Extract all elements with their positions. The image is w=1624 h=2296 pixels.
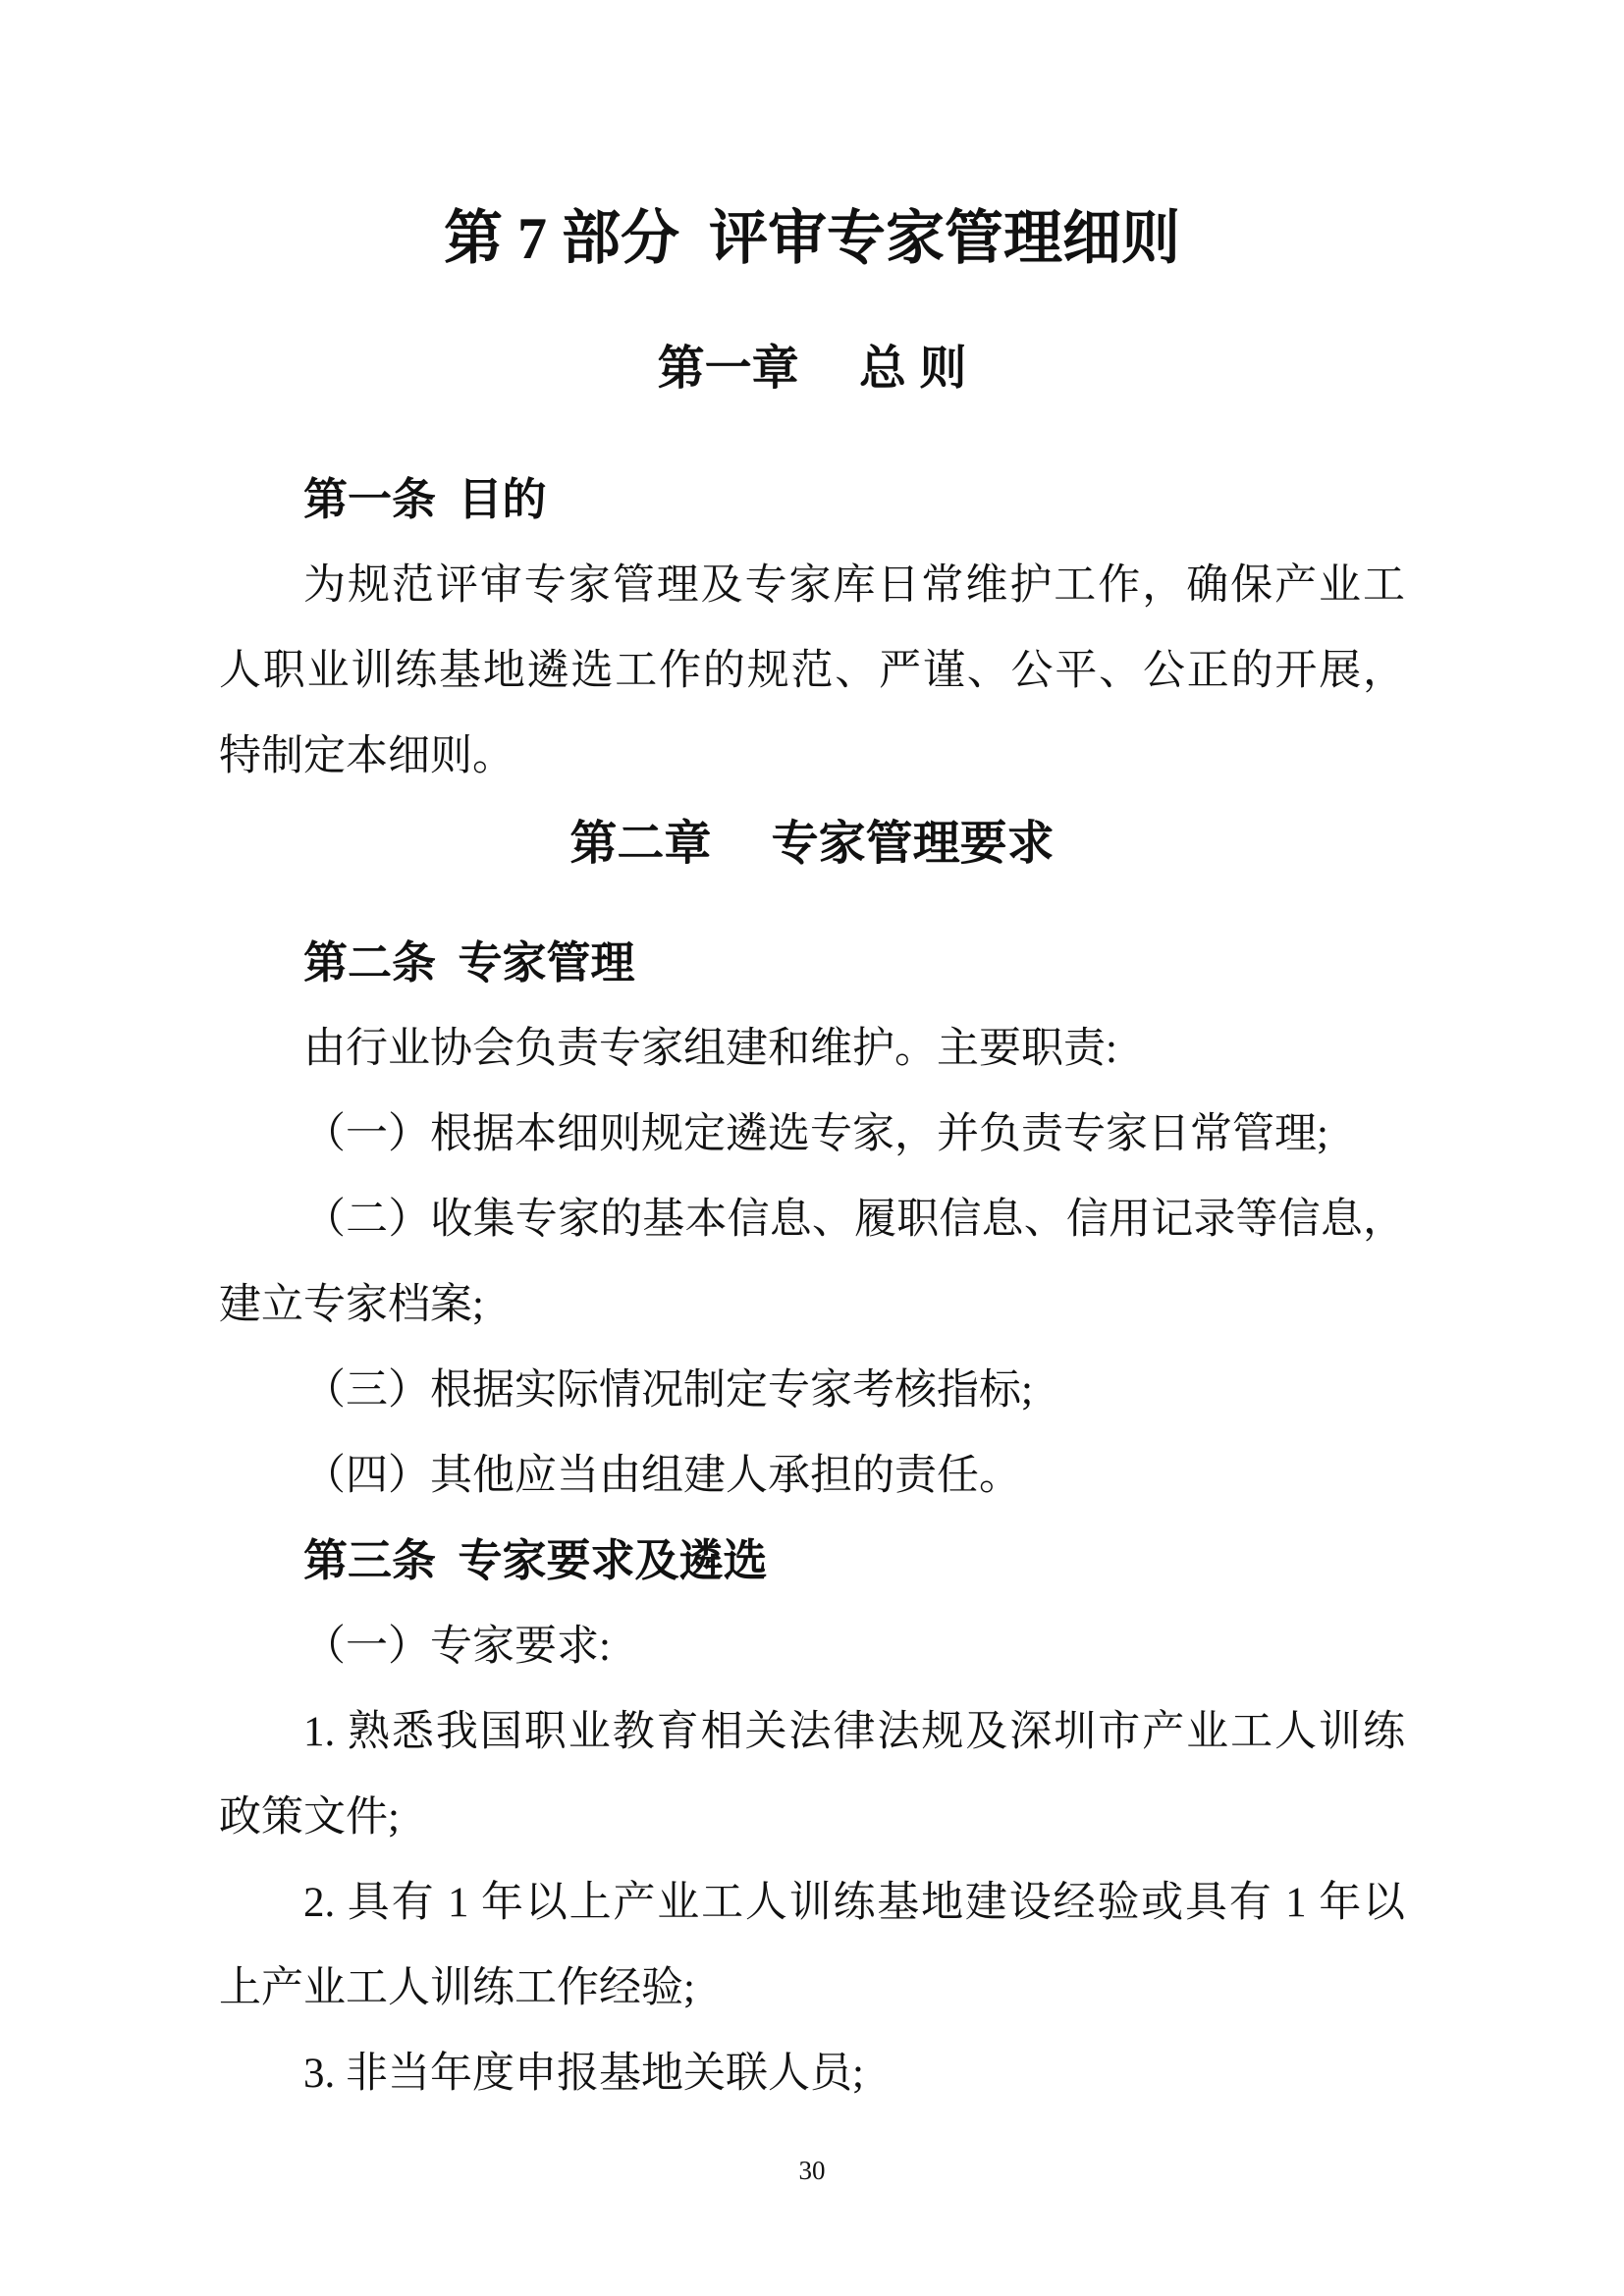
body-line: 1. 熟悉我国职业教育相关法律法规及深圳市产业工人训练 bbox=[303, 1709, 1405, 1755]
body-line: 为规范评审专家管理及专家库日常维护工作，确保产业工 bbox=[303, 562, 1405, 609]
body-line: 3. 非当年度申报基地关联人员; bbox=[303, 2051, 864, 2097]
body-line: 由行业协会负责专家组建和维护。主要职责: bbox=[303, 1026, 1117, 1072]
body-line: 2. 具有 1 年以上产业工人训练基地建设经验或具有 1 年以 bbox=[303, 1880, 1405, 1926]
article-heading: 第一条 目的 bbox=[303, 475, 547, 524]
body-line: 人职业训练基地遴选工作的规范、严谨、公平、公正的开展， bbox=[219, 648, 1405, 694]
page-number: 30 bbox=[798, 2156, 826, 2185]
body-line: 政策文件; bbox=[219, 1794, 400, 1841]
body-line: 建立专家档案; bbox=[219, 1282, 484, 1328]
body-line: （一）专家要求: bbox=[303, 1624, 611, 1670]
body-line: 特制定本细则。 bbox=[219, 733, 514, 779]
body-line: （三）根据实际情况制定专家考核指标; bbox=[303, 1367, 1033, 1414]
chapter-heading: 第二章 专家管理要求 bbox=[569, 818, 1055, 870]
body-line: （一）根据本细则规定遴选专家，并负责专家日常管理; bbox=[303, 1111, 1328, 1157]
body-line: （四）其他应当由组建人承担的责任。 bbox=[303, 1453, 1021, 1499]
article-heading: 第二条 专家管理 bbox=[303, 938, 635, 988]
body-line: 上产业工人训练工作经验; bbox=[219, 1965, 695, 2011]
article-heading: 第三条 专家要求及遴选 bbox=[303, 1536, 768, 1585]
body-line: （二）收集专家的基本信息、履职信息、信用记录等信息， bbox=[303, 1197, 1405, 1243]
document-title: 第 7 部分 评审专家管理细则 bbox=[444, 206, 1180, 271]
chapter-heading: 第一章 总 则 bbox=[657, 343, 967, 395]
